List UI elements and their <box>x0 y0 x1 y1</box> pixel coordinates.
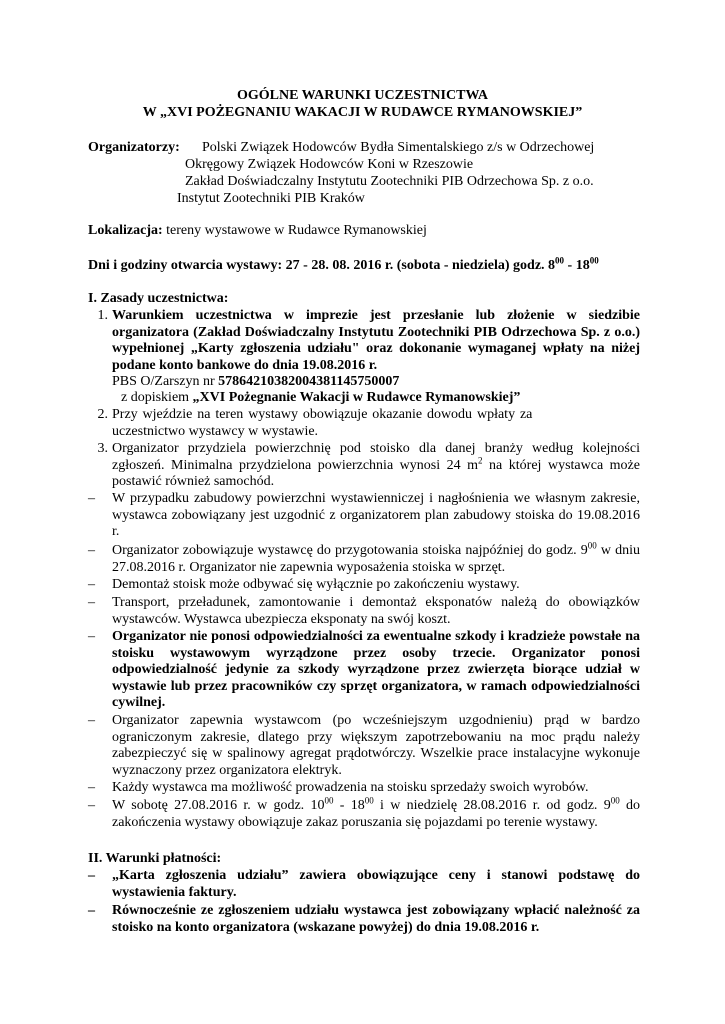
bank-prefix: PBS O/Zarszyn nr <box>112 374 219 389</box>
item-3-text-b: na której wystawca może postawić również samochód. <box>112 457 640 489</box>
bullet-6-text: Organizator zapewnia wystawcom (po wcześniejszym uzgodnieniu) prąd w bardzo ograniczonym zakresie, dlatego przy większym zapotrzebowaniu na moc prądu należy zabezpieczyć się w spalinowy agregat prądotwórczy. Wszelkie prace instalacyjne wykonuje wyznaczony przez organizatora elektryk. <box>112 713 640 778</box>
bullet-3-text: Demontaż stoisk może odbywać się wyłącznie po zakończeniu wystawy. <box>112 577 520 592</box>
transfer-note-line <box>121 390 520 407</box>
bullet-7-text: Każdy wystawca ma możliwość prowadzenia na stoisku sprzedaży swoich wyrobów. <box>112 780 589 795</box>
item-2-number: 2. <box>97 407 108 422</box>
bullet-8-a: W sobotę 27.08.2016 r. w godz. 10 <box>112 798 325 813</box>
item-1-number: 1. <box>97 308 108 323</box>
item-1-text: Warunkiem uczestnictwa w imprezie jest przesłanie lub złożenie w siedzibie organizatora (Zakład Doświadczalny Instytutu Zootechniki PIB Odrzechowa Sp. z o.o.) wypełnionej „Karty zgłoszenia udziału" oraz dokonanie wymaganej wpłaty na niżej podane konto bankowe do dnia 19.08.2016 r. <box>112 308 640 373</box>
bullet-8-sup-3: 00 <box>610 795 620 806</box>
item-2-line-2: uczestnictwo wystawcy w wystawie. <box>112 424 319 439</box>
dash-5: – <box>88 629 95 644</box>
opening-hours <box>88 255 599 275</box>
organizer-4: Instytut Zootechniki PIB Kraków <box>177 191 365 206</box>
location <box>88 223 427 240</box>
dash-7: – <box>88 780 95 795</box>
bullet-4-text: Transport, przeładunek, zamontowanie i demontaż eksponatów należą do obowiązków wystawców. Wystawca ubezpiecza eksponaty na swój koszt. <box>112 595 640 627</box>
section-1-heading: I. Zasady uczestnictwa: <box>88 291 229 306</box>
section-2-heading: II. Warunki płatności: <box>88 851 222 866</box>
dash-3: – <box>88 577 95 592</box>
item-3-text-a: Organizator przydziela powierzchnię pod stoisko dla danej branży według kolejności zgłoszeń. Minimalna przydzielona powierzchnia wynosi 24 m <box>112 441 640 473</box>
note-prefix: z dopiskiem <box>121 390 193 405</box>
item-3-sup: 2 <box>478 454 483 465</box>
bullet-8-c: i w niedzielę 28.08.2016 r. od godz. 9 <box>373 798 611 813</box>
organizers-label: Organizatorzy: <box>88 140 180 155</box>
bullet-5-text: Organizator nie ponosi odpowiedzialności za ewentualne szkody i kradzieże powstałe na stoisku wystawowym wyrządzone przez osoby trzecie. Organizator ponosi odpowiedzialność jedynie za szkody wyrządzone przez zwierzęta biorące udział w wystawie lub przez pracowników czy sprzęt organizatora, w ramach odpowiedzialności cywilnej. <box>112 629 640 710</box>
hours-mid: - 18 <box>564 258 590 273</box>
dash-10: – <box>88 903 95 918</box>
item-3-text <box>112 441 640 491</box>
location-label: Lokalizacja: <box>88 223 163 238</box>
dash-4: – <box>88 595 95 610</box>
hours-sup-end: 00 <box>589 255 599 266</box>
bullet-8-text <box>112 795 640 831</box>
bank-account-number: 57864210382004381145750007 <box>218 374 400 389</box>
organizer-2: Okręgowy Związek Hodowców Koni w Rzeszowie <box>185 157 474 172</box>
item-3-number: 3. <box>97 441 108 456</box>
bullet-2-sup: 00 <box>587 540 597 551</box>
location-value: tereny wystawowe w Rudawce Rymanowskiej <box>166 223 427 238</box>
dash-6: – <box>88 713 95 728</box>
bullet-2-a: Organizator zobowiązuje wystawcę do przygotowania stoiska najpóźniej do godz. 9 <box>112 543 588 558</box>
dash-8: – <box>88 798 95 813</box>
hours-text: Dni i godziny otwarcia wystawy: 27 - 28. 08. 2016 r. (sobota - niedziela) godz. 8 <box>88 258 556 273</box>
bank-account-line <box>112 374 399 391</box>
bullet-8-sup-1: 00 <box>324 795 334 806</box>
title-line-1: OGÓLNE WARUNKI UCZESTNICTWA <box>236 88 488 103</box>
note-title: „XVI Pożegnanie Wakacji w Rudawce Rymanowskiej” <box>192 390 521 405</box>
payment-bullet-2: Równocześnie ze zgłoszeniem udziału wystawca jest zobowiązany wpłacić należność za stoisko na konto organizatora (wskazane powyżej) do dnia 19.08.2016 r. <box>112 903 640 935</box>
organizer-3: Zakład Doświadczalny Instytutu Zootechniki PIB Odrzechowa Sp. z o.o. <box>185 174 594 189</box>
dash-2: – <box>88 543 95 558</box>
bullet-8-b: - 18 <box>333 798 365 813</box>
bullet-8-sup-2: 00 <box>364 795 374 806</box>
bullet-2-text <box>112 540 641 576</box>
bullet-2-b: w dniu 27.08.2016 r. Organizator nie zapewnia wyposażenia stoiska w sprzęt. <box>112 543 641 575</box>
hours-sup-start: 00 <box>555 255 565 266</box>
organizer-1: Polski Związek Hodowców Bydła Simentalskiego z/s w Odrzechowej <box>202 140 595 155</box>
payment-bullet-1: „Karta zgłoszenia udziału” zawiera obowiązujące ceny i stanowi podstawę do wystawienia faktury. <box>112 868 640 900</box>
dash-9: – <box>88 868 95 883</box>
bullet-1-text: W przypadku zabudowy powierzchni wystawienniczej i nagłośnienia we własnym zakresie, wystawca zobowiązany jest uzgodnić z organizatorem plan zabudowy stoiska do 19.08.2016 r. <box>112 491 640 539</box>
dash-1: – <box>88 491 95 506</box>
bullet-8-d: do zakończenia wystawy obowiązuje zakaz poruszania się pojazdami po terenie wystawy. <box>112 798 640 830</box>
item-2-line-1: Przy wjeździe na teren wystawy obowiązuje okazanie dowodu wpłaty za <box>112 407 533 422</box>
title-line-2: W „XVI POŻEGNANIU WAKACJI W RUDAWCE RYMANOWSKIEJ” <box>142 105 583 120</box>
